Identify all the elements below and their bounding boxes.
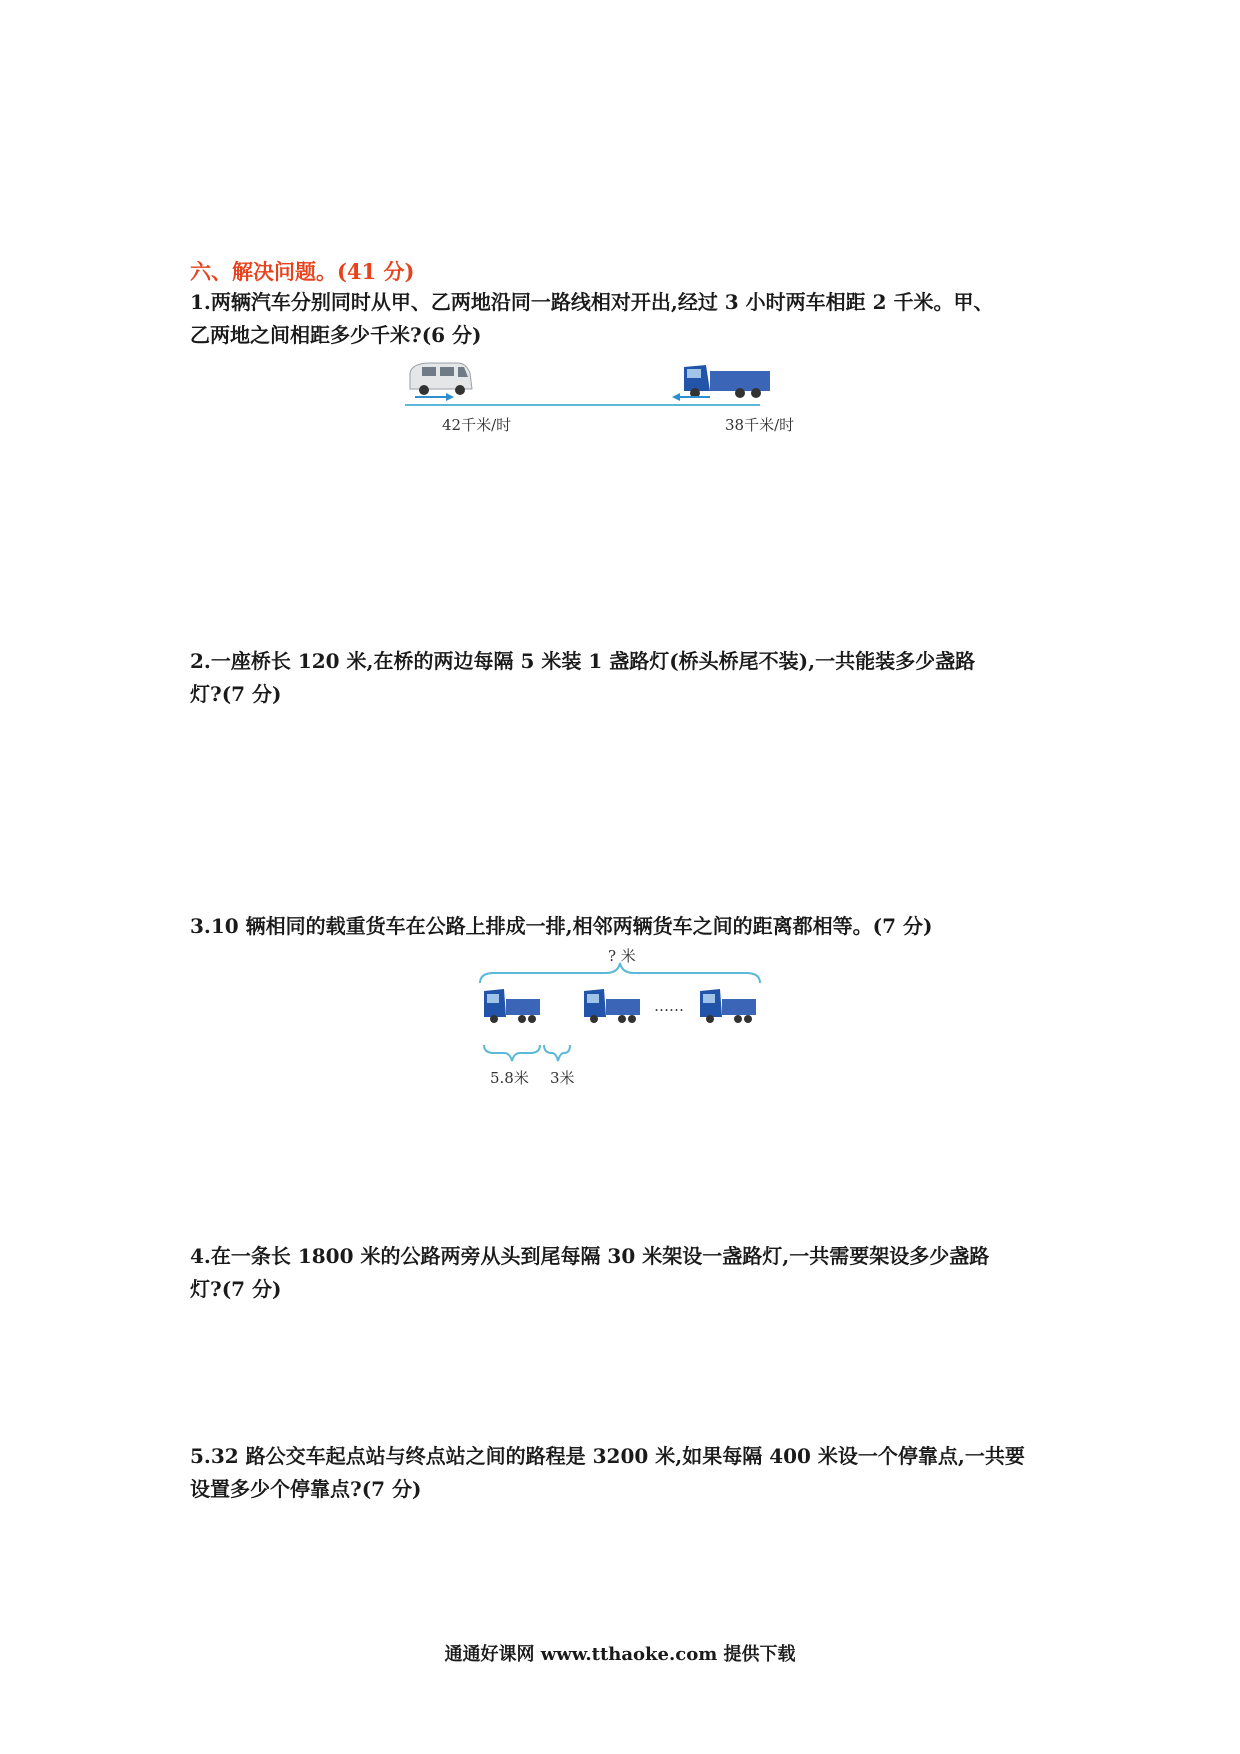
question-4-line-2: 灯?(7 分) xyxy=(190,1277,282,1301)
truck-icon xyxy=(684,365,770,398)
footer: 通通好课网 www.tthaoke.com 提供下载 xyxy=(444,1644,796,1665)
question-3-line-1: 3.10 辆相同的载重货车在公路上排成一排,相邻两辆货车之间的距离都相等。(7 分) xyxy=(190,914,933,938)
question-2-line-1: 2.一座桥长 120 米,在桥的两边每隔 5 米装 1 盏路灯(桥头桥尾不装),一共能装多少盏路 xyxy=(190,649,976,673)
ellipsis-label: …… xyxy=(654,997,684,1015)
question-5 xyxy=(190,1440,1070,1506)
question-2-line-2: 灯?(7 分) xyxy=(190,682,282,706)
left-speed-label: 42千米/时 xyxy=(442,416,512,434)
question-1-line-2: 乙两地之间相距多少千米?(6 分) xyxy=(190,323,482,347)
question-4-line-1: 4.在一条长 1800 米的公路两旁从头到尾每隔 30 米架设一盏路灯,一共需要架设多少盏路 xyxy=(190,1244,990,1268)
total-length-label: ? 米 xyxy=(608,947,636,965)
truck-2-icon xyxy=(584,989,640,1023)
question-4 xyxy=(190,1240,1070,1306)
truck-length-label: 5.8米 xyxy=(490,1069,529,1087)
figure-vehicles-meeting xyxy=(400,355,840,445)
question-5-line-2: 设置多少个停靠点?(7 分) xyxy=(190,1477,422,1501)
section-title: 六、解决问题。(41 分) xyxy=(190,259,415,284)
question-2 xyxy=(190,645,1070,711)
question-5-line-1: 5.32 路公交车起点站与终点站之间的路程是 3200 米,如果每隔 400 米设一个停靠点,一共要 xyxy=(190,1444,1025,1468)
truck-1-icon xyxy=(484,989,540,1023)
question-1 xyxy=(190,286,1070,352)
question-3 xyxy=(190,910,1070,943)
van-icon xyxy=(410,363,472,395)
gap-length-label: 3米 xyxy=(550,1069,575,1087)
figure-trucks-row xyxy=(460,945,780,1095)
question-1-line-1: 1.两辆汽车分别同时从甲、乙两地沿同一路线相对开出,经过 3 小时两车相距 2 千米。甲、 xyxy=(190,290,994,314)
truck-3-icon xyxy=(700,989,756,1023)
right-speed-label: 38千米/时 xyxy=(725,416,795,434)
